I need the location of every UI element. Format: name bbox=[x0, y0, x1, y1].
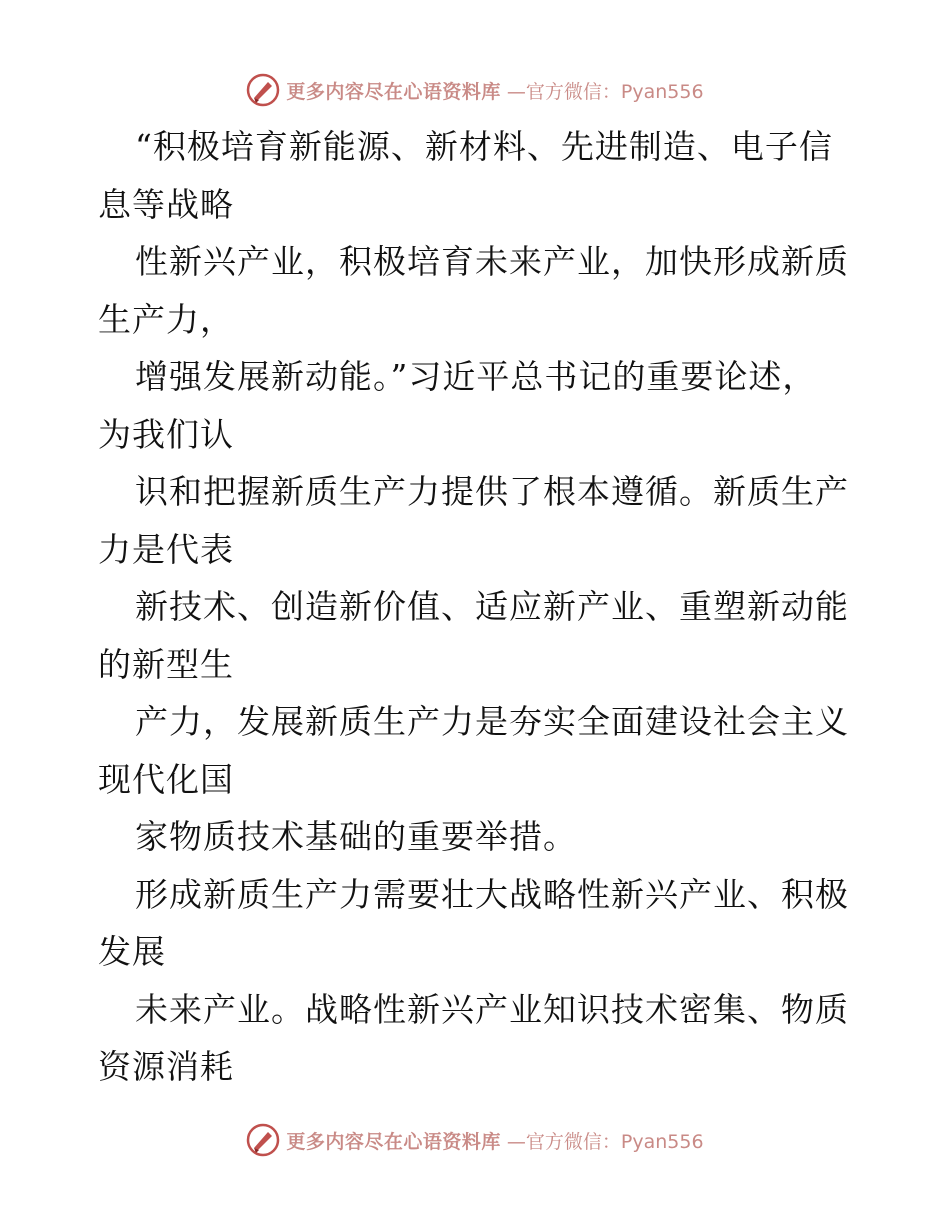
text-line: 为我们认 bbox=[98, 414, 234, 454]
text-line: 识和把握新质生产力提供了根本遵循。新质生产 bbox=[135, 472, 849, 511]
watermark-main-text: 更多内容尽在心语资料库 bbox=[286, 1130, 501, 1153]
text-line: 资源消耗 bbox=[98, 1047, 234, 1086]
text-line: 的新型生 bbox=[98, 644, 234, 684]
watermark-main-text: 更多内容尽在心语资料库 bbox=[286, 80, 501, 103]
text-line: 生产力， bbox=[98, 299, 234, 339]
text-line: 增强发展新动能。”习近平总书记的重要论述， bbox=[135, 357, 817, 396]
header-watermark bbox=[0, 70, 950, 110]
pen-logo-icon bbox=[246, 73, 280, 107]
text-line: 未来产业。战略性新兴产业知识技术密集、物质 bbox=[135, 989, 849, 1029]
watermark-side-text: —官方微信：Pyan556 bbox=[506, 80, 704, 103]
text-line: 现代化国 bbox=[98, 759, 234, 799]
text-line: 息等战略 bbox=[98, 184, 234, 224]
footer-watermark bbox=[0, 1120, 950, 1160]
text-line: 新技术、创造新价值、适应新产业、重塑新动能 bbox=[135, 587, 849, 626]
text-line: 发展 bbox=[98, 932, 166, 971]
watermark-side-text: —官方微信：Pyan556 bbox=[506, 1130, 704, 1153]
text-line: 性新兴产业，积极培育未来产业，加快形成新质 bbox=[135, 242, 849, 281]
body-text bbox=[98, 118, 858, 1096]
text-line: 产力，发展新质生产力是夯实全面建设社会主义 bbox=[135, 702, 849, 741]
text-line: 家物质技术基础的重要举措。 bbox=[135, 817, 577, 856]
pen-logo-icon bbox=[246, 1123, 280, 1157]
text-line: 力是代表 bbox=[98, 529, 234, 569]
text-line: “积极培育新能源、新材料、先进制造、电子信 bbox=[135, 127, 833, 166]
text-line: 形成新质生产力需要壮大战略性新兴产业、积极 bbox=[135, 874, 849, 914]
